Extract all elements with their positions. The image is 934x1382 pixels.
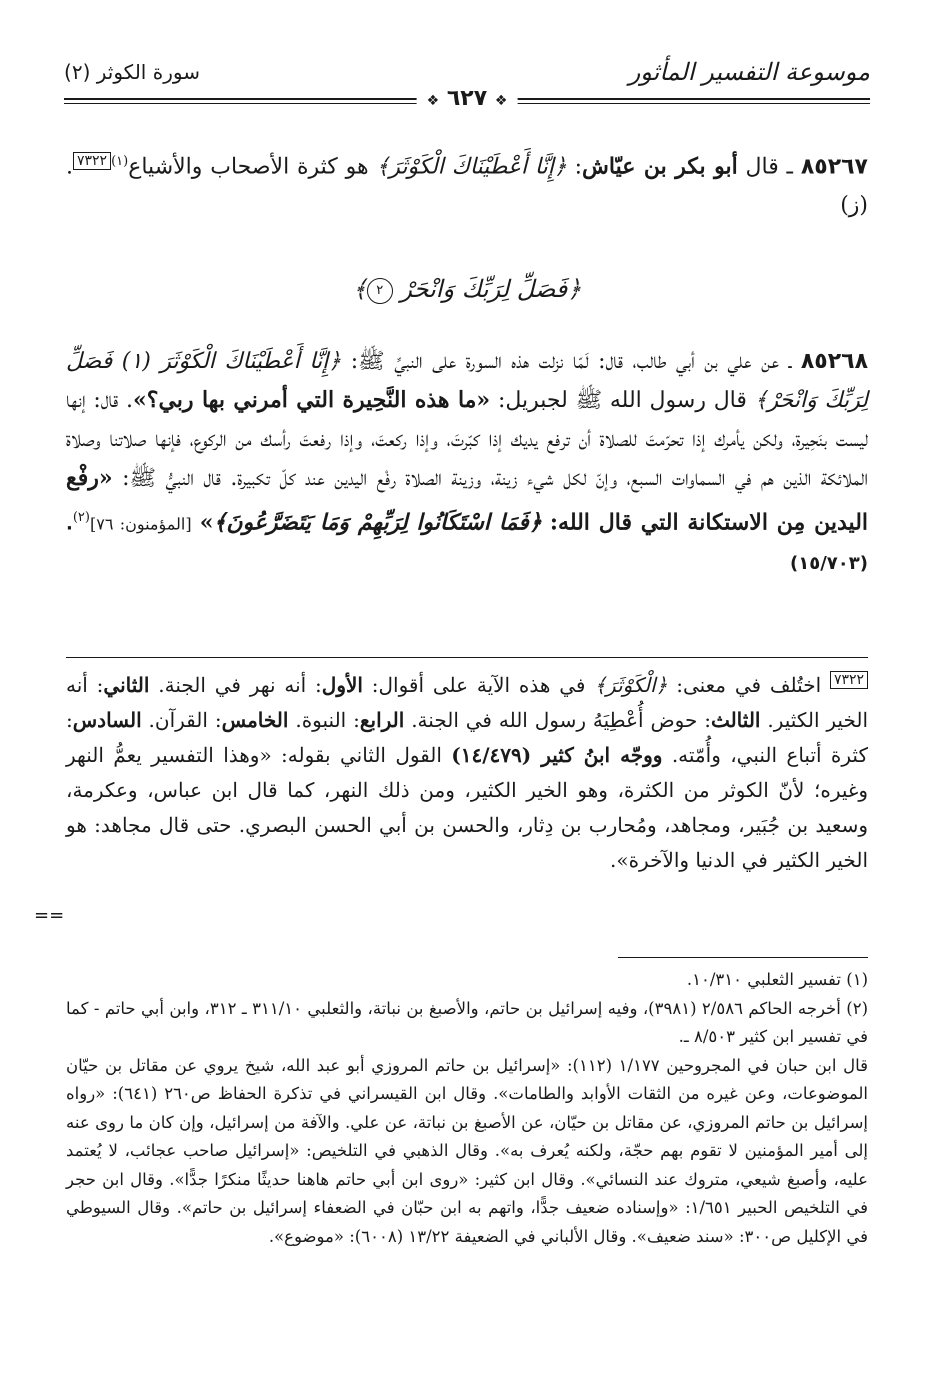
quran-quote: ﴿إِنَّا أَعْطَيْنَاكَ الْكَوْثَرَ﴾ bbox=[376, 154, 567, 180]
page-number bbox=[417, 86, 518, 111]
book-title: موسوعة التفسير المأثور bbox=[628, 58, 870, 86]
footnote-2-continued: قال ابن حبان في المجروحين ١/١٧٧ (١١٢): «إسرائيل بن حاتم المروزي أبو عبد الله، شيخ يروي عن مقاتل بن حيّان الموضوعات، وعن غيره من الثقات الأوابد والطامات». وقال ابن القيسراني في تذكرة الحفاظ ص٢٦٠ (٦٤١): «رواه إسرائيل بن حاتم المروزي، عن مقاتل بن حيّان، عن الأصبغ بن نباتة، عن علي. والآفة من إسرائيل، وإن كان ما روى عنه إلى أمير المؤمنين لا تقوم بهم حجّة، ولكنه يُعرف به». وقال الذهبي في التلخيص: «إسرائيل صاحب عجائب، لا يُعتمد عليه، وأصبغ شيعي، متروك عند النسائي». وقال ابن كثير: «روى ابن أبي حاتم هاهنا حديثًا منكرًا جدًّا». وقال ابن حجر في التلخيص الحبير ١/٦٥١: «وإسناده ضعيف جدًّا، واتهم به ابن حبّان في الضعفاء إسرائيل بن حاتم». وقال السيوطي في الإكليل ص٣٠٠: «سند ضعيف». وقال الألباني في الضعيفة ١٣/٢٢ (٦٠٠٨): «موضوع». bbox=[66, 1055, 868, 1246]
opinion-label-6: السادس bbox=[72, 708, 142, 732]
footnote-1: (١) تفسير الثعلبي ١٠/٣١٠. bbox=[686, 970, 868, 989]
opinion-text-6: : كثرة أتباع النبي، وأُمّته. bbox=[66, 708, 868, 767]
opinion-text-5: : القرآن. bbox=[148, 708, 222, 732]
opinion-label-3: الثالث bbox=[710, 708, 761, 732]
opinion-text-2: : أنه الخير الكثير. bbox=[66, 673, 869, 732]
quran-quote-1: ﴿إِنَّا أَعْطَيْنَاكَ الْكَوْثَرَ (١) فَصَلِّ لِرَبِّكَ وَانْحَرْ﴾ bbox=[66, 349, 869, 413]
commentary-note bbox=[66, 668, 868, 878]
commentary-divider bbox=[66, 657, 868, 658]
narration-text: هو كثرة الأصحاب والأشياع bbox=[128, 154, 369, 180]
opinion-label-2: الثاني bbox=[103, 673, 150, 697]
ornament-right-icon: ❖ bbox=[494, 93, 508, 109]
footnote-mark: (٢) bbox=[72, 510, 90, 525]
opinion-label-4: الرابع bbox=[359, 708, 405, 732]
surah-number: (٢) bbox=[64, 60, 91, 84]
note-text-2: في هذه الآية على أقوال: bbox=[371, 673, 586, 697]
narration-85268 bbox=[66, 342, 868, 583]
narration-85267 bbox=[66, 142, 868, 225]
note-reference-box: ٧٣٢٢ bbox=[830, 671, 868, 689]
opinion-text-1: : أنه نهر في الجنة. bbox=[158, 673, 322, 697]
narration-number: ٨٥٢٦٨ bbox=[800, 349, 868, 374]
opinion-text-4: : النبوة. bbox=[295, 708, 360, 732]
note-text-1: اختُلف في معنى: bbox=[676, 673, 822, 697]
narration-intro: ـ قال bbox=[745, 154, 794, 180]
verse-number: ٢ bbox=[367, 278, 393, 304]
volume-page-reference: . (١٥/٧٠٣) bbox=[66, 513, 868, 575]
surah-title bbox=[64, 60, 200, 84]
ibn-kathir-text: القول الثاني بقوله: «وهذا التفسير يعمُّ النهر وغيره؛ لأنّ الكوثر من الكثرة، وهو الخير الكثير، ومن ذلك النهر، كما قال ابن عباس، وعكرمة، وسعيد بن جُبَير، ومجاهد، ومُحارب بن دِثار، والحسن بن أبي الحسن البصري. حتى قال مجاهد: هو الخير الكثير في الدنيا والآخرة». bbox=[66, 743, 869, 872]
verse-close: ﴾ bbox=[352, 275, 367, 303]
footnote-divider bbox=[618, 957, 868, 958]
narration-text-1: ـ عن علي بن أبي طالب، قال: لَمّا نزلت هذه السورة على النبيِّ ﷺ: bbox=[350, 349, 792, 374]
page-number-value: ٦٢٧ bbox=[446, 86, 488, 111]
opinion-label-1: الأول bbox=[321, 673, 363, 697]
ornament-left-icon: ❖ bbox=[426, 93, 440, 109]
footnote-mark: (١) bbox=[111, 154, 129, 169]
verse-text: ﴿فَصَلِّ لِرَبِّكَ وَانْحَرْ bbox=[400, 275, 582, 303]
narration-number: ٨٥٢٦٧ bbox=[800, 154, 868, 180]
narration-text-3: . قال: إنها ليست بنَحِيرة، ولكن يأمرك إذا تحرّمتَ للصلاة أن ترفع يديك إذا كبّرتَ، وإذا ركعتَ، وإذا رفعتَ رأسك من الركوع، فإنها صلاتنا وصلاة الملائكة الذين هم في السماوات السبع، وإنّ لكل شيء زينة، وزينة الصلاة رفْع اليدين عند كلّ تكبيرة. قال النبيُّ ﷺ: bbox=[66, 388, 869, 491]
verse-heading bbox=[0, 275, 934, 304]
narrator-name: أبو بكر بن عيّاش bbox=[582, 153, 738, 180]
footnotes bbox=[66, 966, 868, 1251]
opinion-label-5: الخامس bbox=[221, 708, 289, 732]
side-mark: == bbox=[34, 905, 65, 926]
surah-name: سورة الكوثر bbox=[96, 60, 200, 84]
note-reference-box: ٧٣٢٢ bbox=[73, 152, 111, 170]
quran-quote-2: ﴿فَمَا اسْتَكَانُوا لِرَبِّهِمْ وَمَا يَتَضَرَّعُونَ﴾ bbox=[213, 509, 542, 536]
hadith-quote-2: «رفْع اليدين مِن الاستكانة التي قال الله: bbox=[66, 465, 869, 536]
hadith-quote-1: «ما هذه النَّحِيرة التي أمرني بها ربي؟» bbox=[133, 387, 491, 413]
ibn-kathir-reference: ووجّه ابنُ كثير (١٤/٤٧٩) bbox=[451, 743, 663, 767]
colon: : bbox=[574, 154, 583, 180]
narration-source-tag: . (ز) bbox=[66, 154, 868, 219]
hadith-quote-close: » bbox=[199, 509, 214, 536]
footnote-2: (٢) أخرجه الحاكم ٢/٥٨٦ (٣٩٨١)، وفيه إسرائيل بن حاتم، والأصبغ بن نباتة، والثعلبي ٣١١/١٠ ـ ٣١٢، وابن أبي حاتم - كما في تفسير ابن كثير ٨/٥٠٣ ـ. bbox=[66, 998, 868, 1046]
narration-text-2: قال رسول الله ﷺ لجبريل: bbox=[497, 388, 747, 413]
surah-reference: [المؤمنون: ٧٦] bbox=[89, 514, 192, 534]
running-header bbox=[64, 58, 870, 111]
opinion-text-3: : حوض أُعْطِيَهُ رسول الله في الجنة. bbox=[411, 708, 711, 732]
note-quran-quote: ﴿الْكَوْثَرَ﴾ bbox=[594, 673, 668, 697]
